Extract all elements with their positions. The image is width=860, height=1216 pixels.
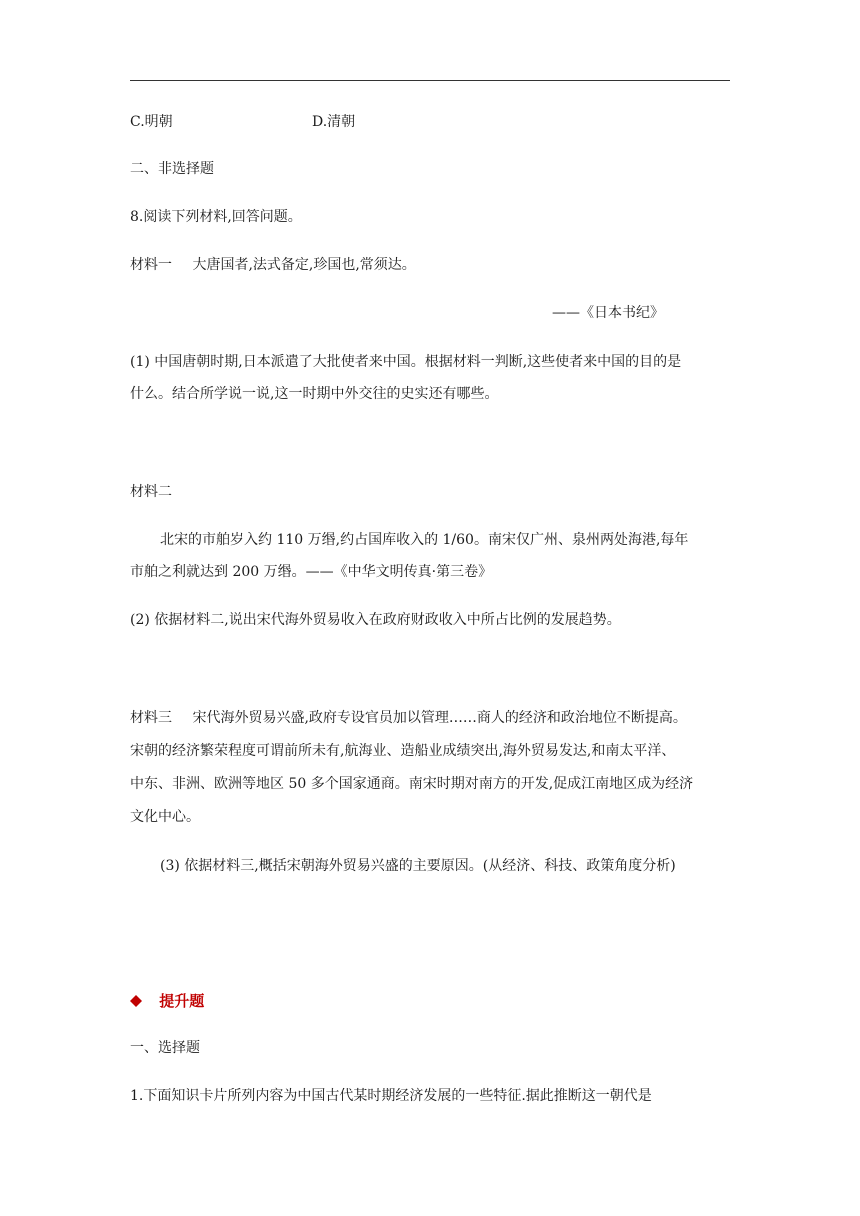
advanced-section-heading <box>130 991 732 1011</box>
diamond-icon <box>130 991 144 1011</box>
material-3-text: 宋代海外贸易兴盛,政府专设官员加以管理……商人的经济和政治地位不断提高。 <box>192 710 687 726</box>
material-1 <box>130 255 732 275</box>
advanced-section-title: 提升题 <box>159 992 205 1010</box>
question-8-prompt: 8.阅读下列材料,回答问题。 <box>130 209 302 225</box>
material-2-line-1: 北宋的市舶岁入约 110 万缗,约占国库收入的 1/60。南宋仅广州、泉州两处海港,每年 <box>160 532 689 548</box>
question-2: (2) 依据材料二,说出宋代海外贸易收入在政府财政收入中所占比例的发展趋势。 <box>130 612 621 628</box>
section-title-choice: 一、选择题 <box>130 1040 200 1056</box>
material-1-source: ——《日本书纪》 <box>552 305 664 321</box>
material-3-line-2: 宋朝的经济繁荣程度可谓前所未有,航海业、造船业成绩突出,海外贸易发达,和南太平洋、 <box>130 743 676 759</box>
material-3-line-1 <box>130 708 732 728</box>
question-3: (3) 依据材料三,概括宋朝海外贸易兴盛的主要原因。(从经济、科技、政策角度分析) <box>160 858 676 874</box>
material-2-line-2: 市舶之利就达到 200 万缗。——《中华文明传真·第三卷》 <box>130 564 493 580</box>
material-1-label: 材料一 <box>130 257 172 273</box>
material-1-text: 大唐国者,法式备定,珍国也,常须达。 <box>192 257 416 273</box>
question-last: 1.下面知识卡片所列内容为中国古代某时期经济发展的一些特征.据此推断这一朝代是 <box>130 1088 652 1104</box>
option-row <box>130 112 732 132</box>
option-d: D.清朝 <box>312 114 356 130</box>
question-1-line-1: (1) 中国唐朝时期,日本派遣了大批使者来中国。根据材料一判断,这些使者来中国的目的是 <box>130 354 682 370</box>
section-title-nonchoice: 二、非选择题 <box>130 161 214 177</box>
material-3-line-4: 文化中心。 <box>130 809 200 825</box>
material-2-label: 材料二 <box>130 484 172 500</box>
material-3-line-3: 中东、非洲、欧洲等地区 50 多个国家通商。南宋时期对南方的开发,促成江南地区成为经济 <box>130 776 694 792</box>
header-rule <box>130 80 730 81</box>
material-3-label: 材料三 <box>130 710 172 726</box>
question-1-line-2: 什么。结合所学说一说,这一时期中外交往的史实还有哪些。 <box>130 386 499 402</box>
option-c: C.明朝 <box>130 114 173 130</box>
